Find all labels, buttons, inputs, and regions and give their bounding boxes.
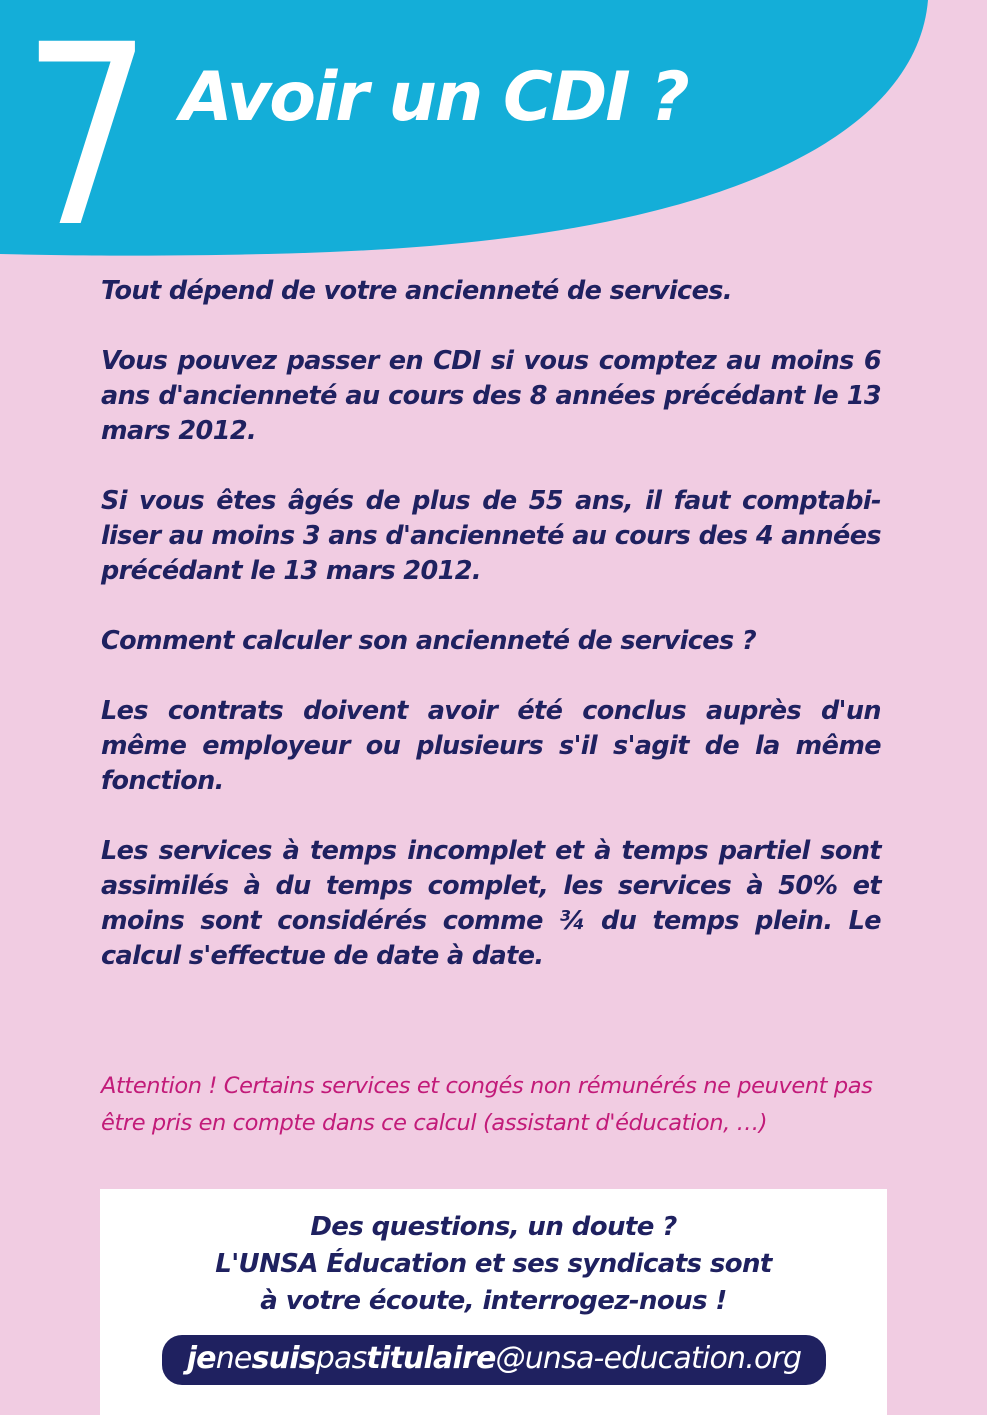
email-part-je: je	[186, 1341, 216, 1376]
page-title: Avoir un CDI ?	[180, 58, 688, 137]
contact-line-3: à votre écoute, interrogez-nous !	[260, 1286, 727, 1316]
contact-message	[100, 1209, 887, 1320]
paragraph-contracts: Les contrats doivent avoir été conclus auprès d'un même employeur ou plusieurs s'il s'agit de la même fonction.	[101, 696, 881, 796]
paragraph-condition-over-55: Si vous êtes âgés de plus de 55 ans, il faut comptabi-liser au moins 3 ans d'ancienneté au cours des 4 années précédant le 13 mars 2012.	[101, 486, 881, 586]
paragraph-intro: Tout dépend de votre ancienneté de services.	[101, 276, 732, 306]
paragraph-question: Comment calculer son ancienneté de services ?	[101, 626, 757, 656]
paragraph-condition-general: Vous pouvez passer en CDI si vous comptez au moins 6 ans d'ancienneté au cours des 8 années précédant le 13 mars 2012.	[101, 346, 881, 446]
main-content	[101, 274, 881, 1009]
contact-line-2: L'UNSA Éducation et ses syndicats sont	[215, 1249, 772, 1279]
email-domain: @unsa-education.org	[495, 1341, 802, 1376]
email-link[interactable]	[162, 1335, 826, 1385]
email-part-ne: ne	[215, 1341, 252, 1376]
email-part-titulaire: titulaire	[366, 1341, 496, 1376]
section-number: 7	[22, 0, 148, 282]
email-part-suis: suis	[251, 1341, 316, 1376]
contact-line-1: Des questions, un doute ?	[310, 1212, 677, 1242]
paragraph-part-time: Les services à temps incomplet et à temps partiel sont assimilés à du temps complet, les services à 50% et moins sont considérés comme ¾ du temps plein. Le calcul s'effectue de date à date.	[101, 836, 881, 971]
attention-note: Attention ! Certains services et congés non rémunérés ne peuvent pas être pris en compte dans ce calcul (assistant d'éducation, …)	[101, 1073, 873, 1136]
email-part-pas: pas	[315, 1341, 367, 1376]
contact-box	[100, 1189, 887, 1415]
